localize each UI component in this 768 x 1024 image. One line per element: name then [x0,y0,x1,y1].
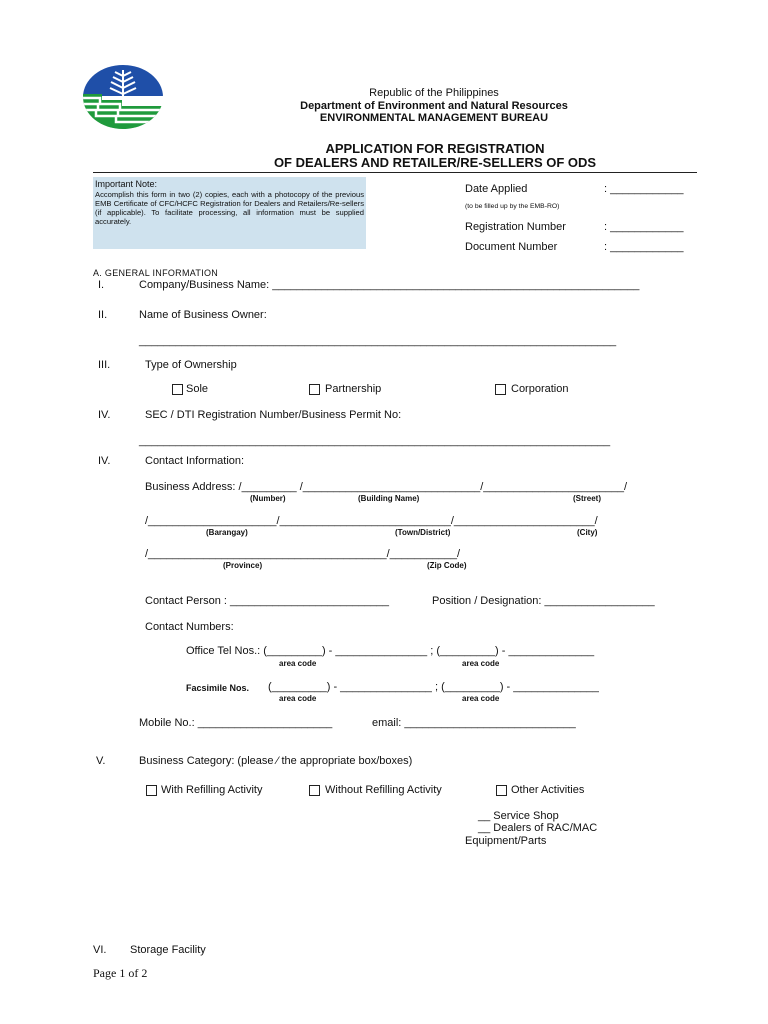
company-name-field[interactable]: Company/Business Name: ____________________________________________________________ [139,279,640,291]
page-number: Page 1 of 2 [93,966,148,980]
item-ii-number: II. [98,309,108,321]
other-activities-label: Other Activities [511,784,585,796]
form-title-line2: OF DEALERS AND RETAILER/RE-SELLERS OF ODS [273,155,597,170]
city-caption: (City) [577,528,598,537]
other-activities-checkbox[interactable] [496,785,507,796]
email-field[interactable]: email: ____________________________ [372,717,576,729]
business-owner-label: Name of Business Owner: [139,309,267,321]
partnership-checkbox[interactable] [309,384,320,395]
area-code-caption: area code [279,694,317,703]
business-address-row3[interactable]: /_______________________________________/___________/ [145,548,461,560]
business-address-row2[interactable]: /_____________________/____________________________/_______________________/ [145,515,598,527]
area-code-caption: area code [462,694,500,703]
partnership-label: Partnership [325,383,382,395]
building-name-caption: (Building Name) [358,494,420,503]
date-applied-field[interactable]: : ____________ [604,183,684,195]
mobile-field[interactable]: Mobile No.: ______________________ [139,717,333,729]
area-code-caption: area code [279,659,317,668]
document-number-label: Document Number [465,241,558,253]
facsimile-field[interactable]: (_________) - _______________ ; (_________) - ______________ [268,681,599,693]
important-note-body: Accomplish this form in two (2) copies, each with a photocopy of the previous EMB Certificate of CFC/HCFC Registration for Dealers and Retailers/Re-sellers (if applicable). To facilitate processing, all information must be supplied accurately. [95,190,364,226]
registration-number-label: Registration Number [465,221,566,233]
storage-facility-label: Storage Facility [130,944,206,956]
emb-logo [82,64,164,130]
sole-label: Sole [186,383,209,395]
town-caption: (Town/District) [395,528,451,537]
province-caption: (Province) [223,561,263,570]
position-designation-field[interactable]: Position / Designation: __________________ [432,595,655,607]
item-i-number: I. [98,279,105,291]
important-note-box [93,177,366,249]
service-shop-option[interactable]: __ Service Shop [478,810,559,822]
office-tel-field[interactable]: Office Tel Nos.: (_________) - _______________ ; (_________) - ______________ [186,645,595,657]
ownership-type-label: Type of Ownership [145,359,237,371]
corporation-label: Corporation [511,383,569,395]
street-caption: (Street) [573,494,602,503]
dealers-rac-mac-option[interactable]: __ Dealers of RAC/MAC [478,822,598,834]
with-refilling-checkbox[interactable] [146,785,157,796]
with-refilling-label: With Refilling Activity [161,784,263,796]
item-iv-number: IV. [98,409,111,421]
registration-number-field[interactable]: : ____________ [604,221,684,233]
item-vi-number: VI. [93,944,107,956]
item-v-number: V. [96,755,106,767]
corporation-checkbox[interactable] [495,384,506,395]
business-address-row1[interactable]: Business Address: /_________ /_____________________________/_______________________/ [145,481,628,493]
number-caption: (Number) [250,494,286,503]
without-refilling-label: Without Refilling Activity [325,784,442,796]
sec-dti-label: SEC / DTI Registration Number/Business Permit No: [145,409,402,421]
important-note-title: Important Note: [95,179,158,189]
contact-numbers-label: Contact Numbers: [145,621,234,633]
sec-dti-field[interactable]: _____________________________________________________________________________ [139,435,611,447]
date-applied-label: Date Applied [465,183,528,195]
header-department: Department of Environment and Natural Resources [300,100,568,112]
facsimile-label: Facsimile Nos. [186,683,250,693]
item-iii-number: III. [98,359,111,371]
section-a-heading: A. GENERAL INFORMATION [93,268,219,278]
business-category-label: Business Category: (please ⁄ the appropriate box/boxes) [139,755,413,767]
equipment-parts-label: Equipment/Parts [465,835,547,847]
sole-checkbox[interactable] [172,384,183,395]
area-code-caption: area code [462,659,500,668]
header-republic: Republic of the Philippines [369,87,499,99]
contact-person-field[interactable]: Contact Person : __________________________ [145,595,390,607]
header-bureau: ENVIRONMENTAL MANAGEMENT BUREAU [319,112,549,124]
without-refilling-checkbox[interactable] [309,785,320,796]
document-number-field[interactable]: : ____________ [604,241,684,253]
contact-information-label: Contact Information: [145,455,245,467]
form-title-line1: APPLICATION FOR REGISTRATION [325,141,545,156]
zip-code-caption: (Zip Code) [427,561,467,570]
title-divider [93,172,697,173]
filled-by-note: (to be filled up by the EMB-RO) [465,203,560,210]
item-iv2-number: IV. [98,455,111,467]
business-owner-field[interactable]: ______________________________________________________________________________ [139,335,617,347]
barangay-caption: (Barangay) [206,528,248,537]
